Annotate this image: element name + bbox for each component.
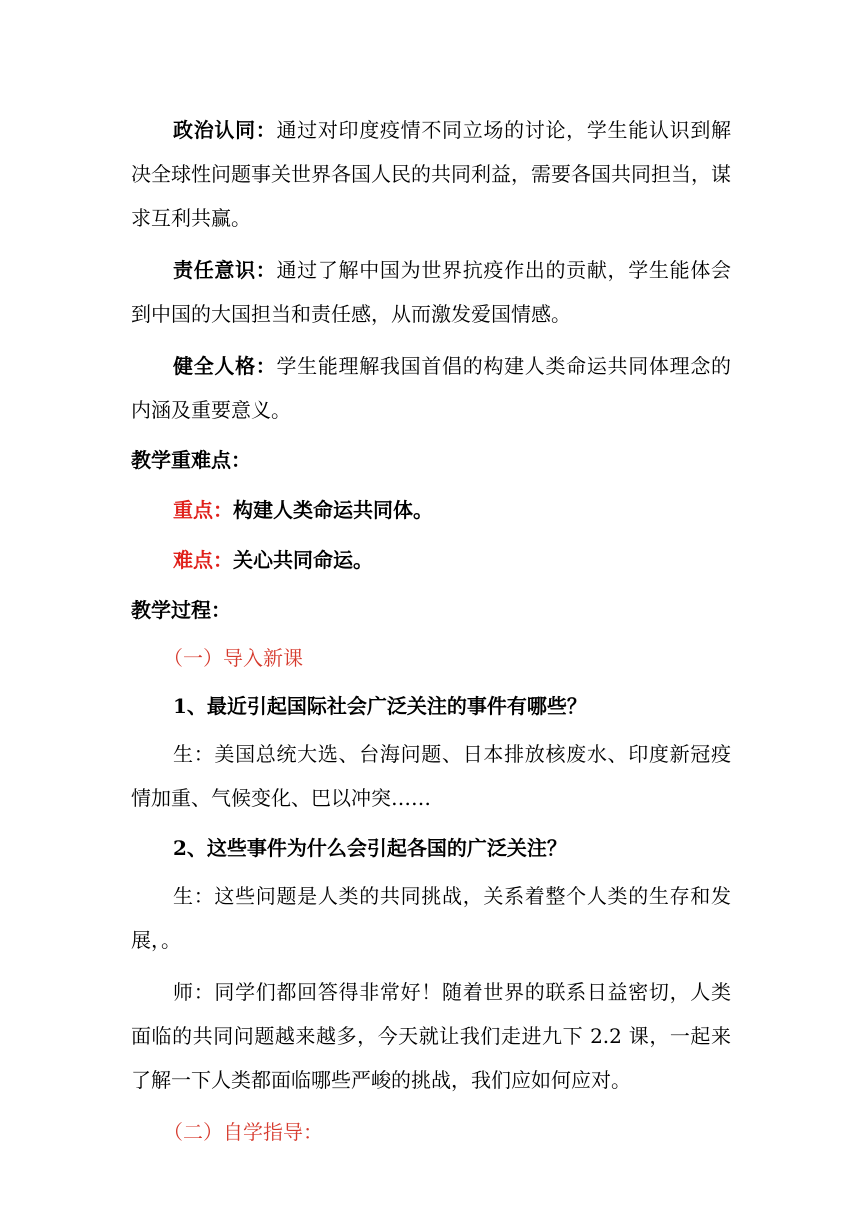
- question-1: 1、最近引起国际社会广泛关注的事件有哪些？: [173, 694, 587, 718]
- teacher-remark: 师：同学们都回答得非常好！随着世界的联系日益密切，人类面临的共同问题越来越多，今天就让我们走进九下 2.2 课，一起来了解一下人类都面临哪些严峻的挑战，我们应如何应对。: [131, 980, 731, 1092]
- question-2: 2、这些事件为什么会引起各国的广泛关注？: [173, 836, 567, 860]
- objective-label: 责任意识：: [173, 258, 277, 282]
- section-self-study: （二）自学指导：: [163, 1120, 323, 1144]
- objective-political: [131, 108, 731, 240]
- objective-responsibility: [131, 248, 731, 336]
- difficult-point: [131, 538, 731, 582]
- key-point-label: 重点：: [173, 498, 233, 522]
- difficult-point-text: 关心共同命运。: [233, 548, 373, 572]
- key-point: [131, 488, 731, 532]
- objective-label: 政治认同：: [173, 118, 277, 142]
- objective-label: 健全人格：: [173, 354, 277, 378]
- objective-text: 学生能理解我国首倡的构建人类命运共同体理念的内涵及重要意义。: [131, 354, 732, 422]
- key-difficult-heading: 教学重难点：: [131, 448, 251, 472]
- answer-1: 生：美国总统大选、台海问题、日本排放核废水、印度新冠疫情加重、气候变化、巴以冲突……: [131, 742, 731, 810]
- section-intro: （一）导入新课: [163, 646, 303, 670]
- document-page: [131, 108, 731, 1156]
- objective-text: 通过对印度疫情不同立场的讨论，学生能认识到解决全球性问题事关世界各国人民的共同利益，需要各国共同担当，谋求互利共赢。: [131, 118, 732, 230]
- difficult-point-label: 难点：: [173, 548, 233, 572]
- objective-personality: [131, 344, 731, 432]
- answer-2: 生：这些问题是人类的共同挑战，关系着整个人类的生存和发展，。: [131, 884, 731, 952]
- process-heading: 教学过程：: [131, 598, 231, 622]
- objective-text: 通过了解中国为世界抗疫作出的贡献，学生能体会到中国的大国担当和责任感，从而激发爱国情感。: [131, 258, 732, 326]
- key-point-text: 构建人类命运共同体。: [233, 498, 433, 522]
